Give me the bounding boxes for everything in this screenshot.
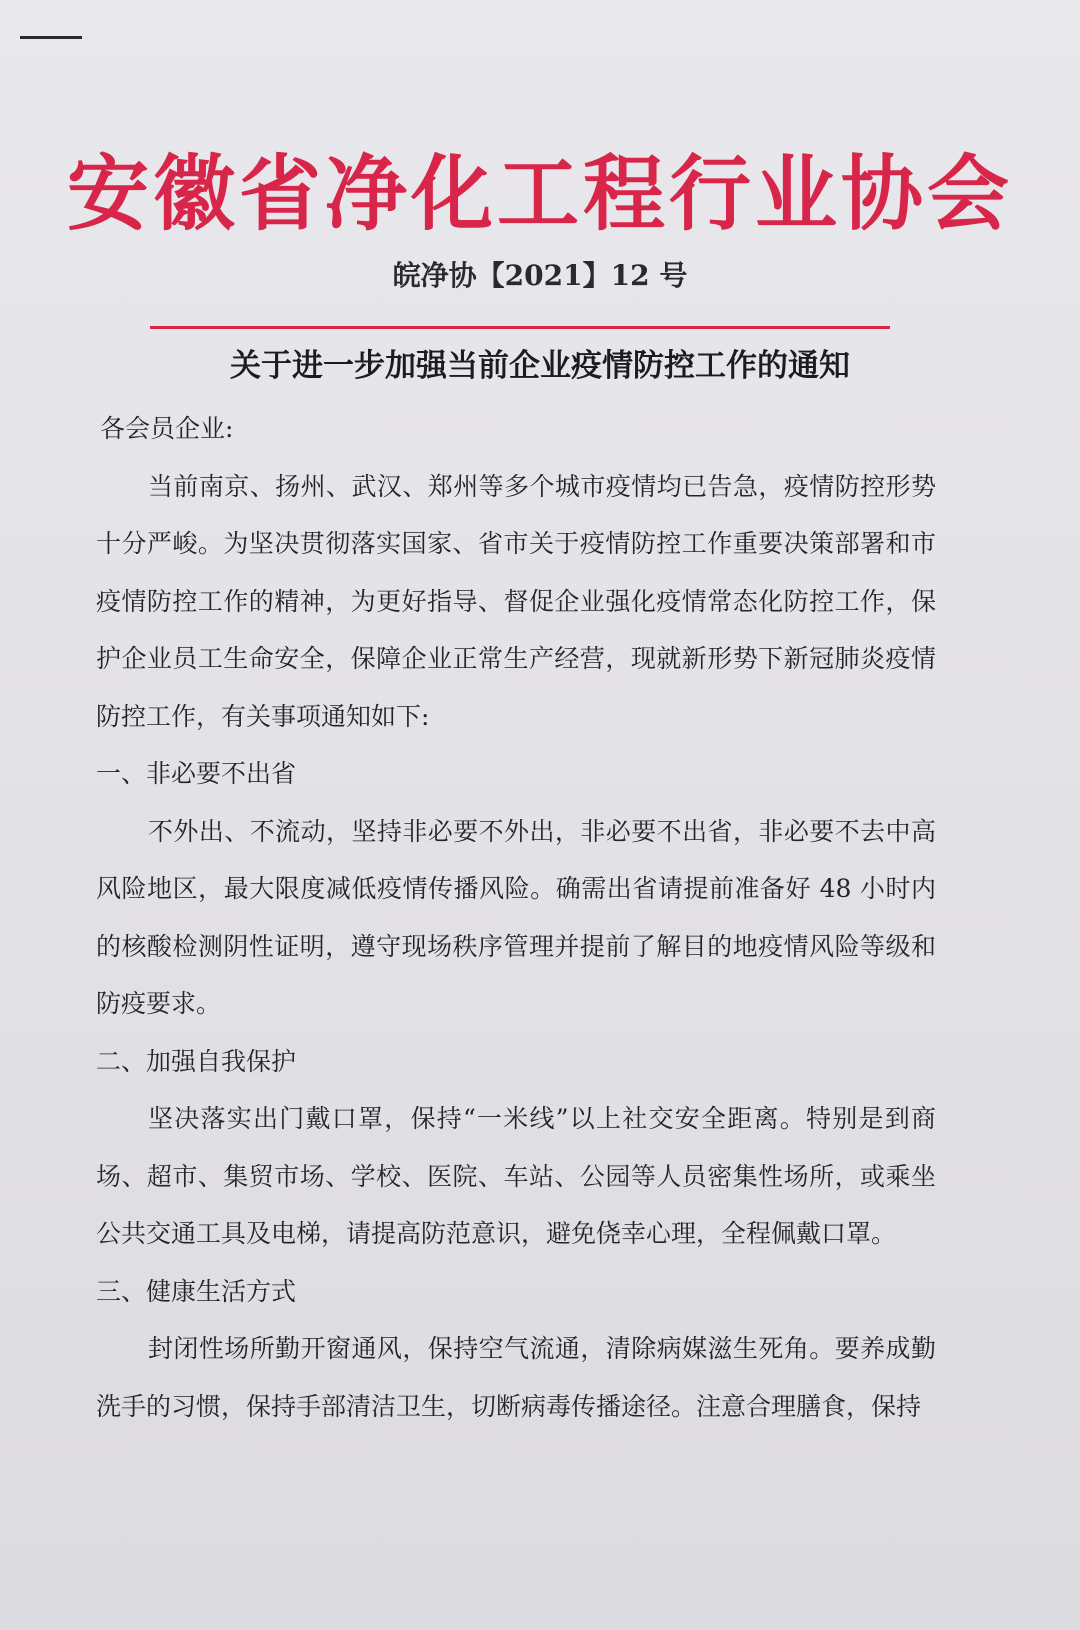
section-paragraph: 坚决落实出门戴口罩，保持“一米线”以上社交安全距离。特别是到商场、超市、集贸市场、学校、医院、车站、公园等人员密集性场所，或乘坐公共交通工具及电梯，请提高防范意识，避免侥幸心理，全程佩戴口罩。	[96, 1104, 936, 1248]
document-title: 关于进一步加强当前企业疫情防控工作的通知	[230, 348, 850, 384]
document-body	[96, 400, 936, 1435]
red-divider-line	[150, 326, 890, 329]
document-number: 皖净协【2021】12 号	[392, 259, 688, 292]
section-paragraph: 封闭性场所勤开窗通风，保持空气流通，清除病媒滋生死角。要养成勤洗手的习惯，保持手部清洁卫生，切断病毒传播途径。注意合理膳食，保持	[96, 1334, 936, 1421]
organization-header: 安徽省净化工程行业协会	[66, 147, 1013, 242]
section-heading: 一、非必要不出省	[96, 759, 297, 788]
section-paragraph: 不外出、不流动，坚持非必要不外出，非必要不出省，非必要不去中高风险地区，最大限度减低疫情传播风险。确需出省请提前准备好 48 小时内的核酸检测阴性证明，遵守现场秩序管理并提前了解目的地疫情风险等级和防疫要求。	[96, 816, 936, 1018]
corner-mark	[20, 36, 82, 39]
intro-paragraph: 当前南京、扬州、武汉、郑州等多个城市疫情均已告急，疫情防控形势十分严峻。为坚决贯彻落实国家、省市关于疫情防控工作重要决策部署和市疫情防控工作的精神，为更好指导、督促企业强化疫情常态化防控工作，保护企业员工生命安全，保障企业正常生产经营，现就新形势下新冠肺炎疫情防控工作，有关事项通知如下:	[96, 471, 936, 731]
section-heading: 二、加强自我保护	[96, 1046, 297, 1076]
salutation: 各会员企业:	[100, 414, 234, 443]
section-heading: 三、健康生活方式	[96, 1276, 297, 1306]
